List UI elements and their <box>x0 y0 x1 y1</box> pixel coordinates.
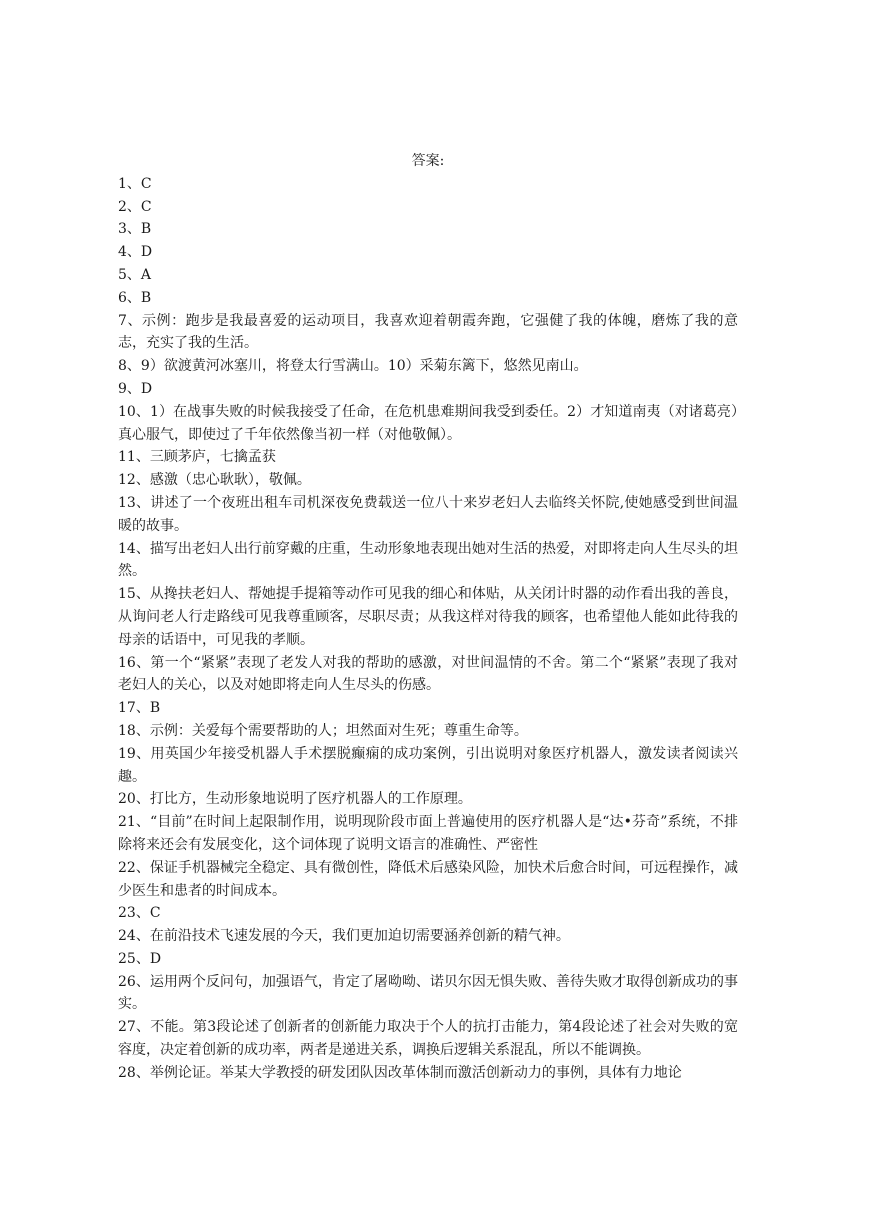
answer-item: 23、C <box>118 905 161 922</box>
answer-item: 12、感激（忠心耿耿），敬佩。 <box>118 472 311 489</box>
answer-item: 26、运用两个反问句，加强语气，肯定了屠呦呦、诺贝尔因无惧失败、善待失败才取得创新成功的事实。 <box>118 973 738 1013</box>
answer-item: 13、讲述了一个夜班出租车司机深夜免费载送一位八十来岁老妇人去临终关怀院,使她感受到世间温暖的故事。 <box>118 494 738 534</box>
answer-item: 17、B <box>118 700 161 717</box>
answer-item: 20、打比方，生动形象地说明了医疗机器人的工作原理。 <box>118 791 472 808</box>
answer-item: 2、C <box>118 198 152 215</box>
answer-item: 14、描写出老妇人出行前穿戴的庄重，生动形象地表现出她对生活的热爱，对即将走向人生尽头的坦然。 <box>118 540 738 580</box>
page-title: 答案: <box>411 153 445 169</box>
answer-item: 19、用英国少年接受机器人手术摆脱癫痫的成功案例，引出说明对象医疗机器人，激发读者阅读兴趣。 <box>118 745 738 785</box>
answer-list <box>118 173 738 1085</box>
answer-item: 15、从搀扶老妇人、帮她提手提箱等动作可见我的细心和体贴，从关闭计时器的动作看出我的善良，从询问老人行走路线可见我尊重顾客，尽职尽责；从我这样对待我的顾客，也希望他人能如此待我的母亲的话语中，可见我的孝顺。 <box>118 586 738 648</box>
answer-item: 25、D <box>118 950 162 967</box>
answer-item: 18、示例：关爱每个需要帮助的人；坦然面对生死；尊重生命等。 <box>118 722 528 739</box>
answer-item: 5、A <box>118 266 152 283</box>
answer-item: 7、示例：跑步是我最喜爱的运动项目，我喜欢迎着朝霞奔跑，它强健了我的体魄，磨炼了我的意志，充实了我的生活。 <box>118 312 738 352</box>
answer-item: 4、D <box>118 244 153 261</box>
answer-item: 6、B <box>118 289 152 306</box>
answer-item: 3、B <box>118 221 152 238</box>
answer-item: 11、三顾茅庐，七擒孟获 <box>118 449 276 466</box>
answer-item: 9、D <box>118 380 153 397</box>
answer-item: 27、不能。第3段论述了创新者的创新能力取决于个人的抗打击能力，第4段论述了社会对失败的宽容度，决定着创新的成功率，两者是递进关系，调换后逻辑关系混乱，所以不能调换。 <box>118 1019 738 1059</box>
answer-item: 24、在前沿技术飞速发展的今天，我们更加迫切需要涵养创新的精气神。 <box>118 928 570 945</box>
answer-item: 28、举例论证。举某大学教授的研发团队因改革体制而激活创新动力的事例，具体有力地论 <box>118 1064 682 1081</box>
answer-item: 10、1）在战事失败的时候我接受了任命，在危机患难期间我受到委任。2）才知道南夷（对诸葛亮）真心服气，即使过了千年依然像当初一样（对他敬佩）。 <box>118 403 738 443</box>
answer-item: 16、第一个“紧紧”表现了老发人对我的帮助的感激，对世间温情的不舍。第二个“紧紧”表现了我对老妇人的关心，以及对她即将走向人生尽头的伤感。 <box>118 654 738 694</box>
answer-item: 8、9）欲渡黄河冰塞川，将登太行雪满山。10）采菊东篱下，悠然见南山。 <box>118 358 588 375</box>
answer-content <box>118 150 738 1085</box>
answer-item: 21、“目前”在时间上起限制作用，说明现阶段市面上普遍使用的医疗机器人是“达•芬奇”系统，不排除将来还会有发展变化，这个词体现了说明文语言的准确性、严密性 <box>118 814 738 853</box>
answer-item: 22、保证手机器械完全稳定、具有微创性，降低术后感染风险，加快术后愈合时间，可远程操作，减少医生和患者的时间成本。 <box>118 859 738 899</box>
answer-item: 1、C <box>118 175 152 192</box>
